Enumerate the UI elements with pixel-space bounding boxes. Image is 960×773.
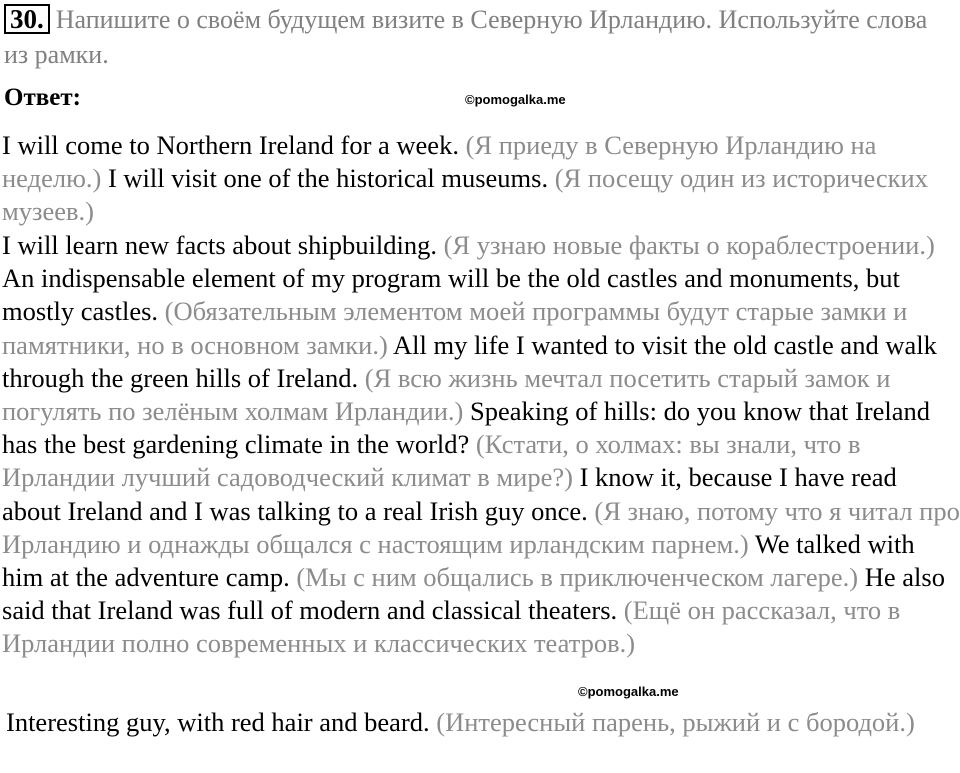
task-text: Напишите о своём будущем визите в Северную Ирландию. Используйте слова из рамки. (4, 5, 928, 69)
russian-translation: (Мы с ним общались в приключенческом лагере.) (296, 562, 859, 593)
english-sentence: I will come to Northern Ireland for a week. (2, 130, 459, 160)
english-sentence: I know it, because I have read about Ireland and I was talking to a real Irish guy once. (2, 462, 897, 526)
answer-label: Ответ: (4, 84, 81, 111)
russian-translation: (Я знаю, потому что я читал про Ирландию и однажды общался с настоящим ирландским парнем.) (2, 495, 960, 559)
answer-paragraph-1 (2, 129, 960, 229)
russian-translation: (Интересный парень, рыжий и с бородой.) (436, 707, 915, 737)
english-sentence: Speaking of hills: do you know that Ireland has the best gardening climate in the world? (2, 396, 930, 460)
english-sentence: All my life I wanted to visit the old castle and walk through the green hills of Ireland. (2, 329, 937, 393)
english-sentence: We talked with him at the adventure camp. (2, 528, 915, 593)
answer-paragraph-2 (2, 229, 960, 661)
russian-translation: (Я посещу один из исторических музеев.) (2, 163, 928, 227)
russian-translation: (Я узнаю новые факты о кораблестроении.) (443, 230, 935, 260)
russian-translation: (Я приеду в Северную Ирландию на неделю.) (2, 130, 877, 194)
english-sentence: I will learn new facts about shipbuilding. (2, 230, 437, 260)
russian-translation: (Ещё он рассказал, что в Ирландии полно современных и классических театров.) (2, 595, 901, 659)
watermark: ©pomogalka.me (465, 92, 566, 107)
russian-translation: (Я всю жизнь мечтал посетить старый замок и погулять по зелёным холмам Ирландии.) (2, 362, 891, 427)
english-sentence: Interesting guy, with red hair and beard. (6, 707, 430, 737)
english-sentence: I will visit one of the historical museums. (107, 163, 549, 194)
answer-paragraph-3 (6, 706, 960, 739)
task-statement (4, 2, 956, 72)
russian-translation: (Кстати, о холмах: вы знали, что в Ирландии лучший садоводческий климат в мире?) (2, 429, 861, 493)
english-sentence: He also said that Ireland was full of modern and classical theaters. (2, 562, 945, 626)
watermark: ©pomogalka.me (578, 684, 679, 699)
english-sentence: An indispensable element of my program will be the old castles and monuments, but mostly castles. (2, 263, 900, 327)
task-number: 30. (4, 4, 50, 34)
russian-translation: (Обязательным элементом моей программы будут старые замки и памятники, но в основном замки.) (2, 296, 908, 360)
